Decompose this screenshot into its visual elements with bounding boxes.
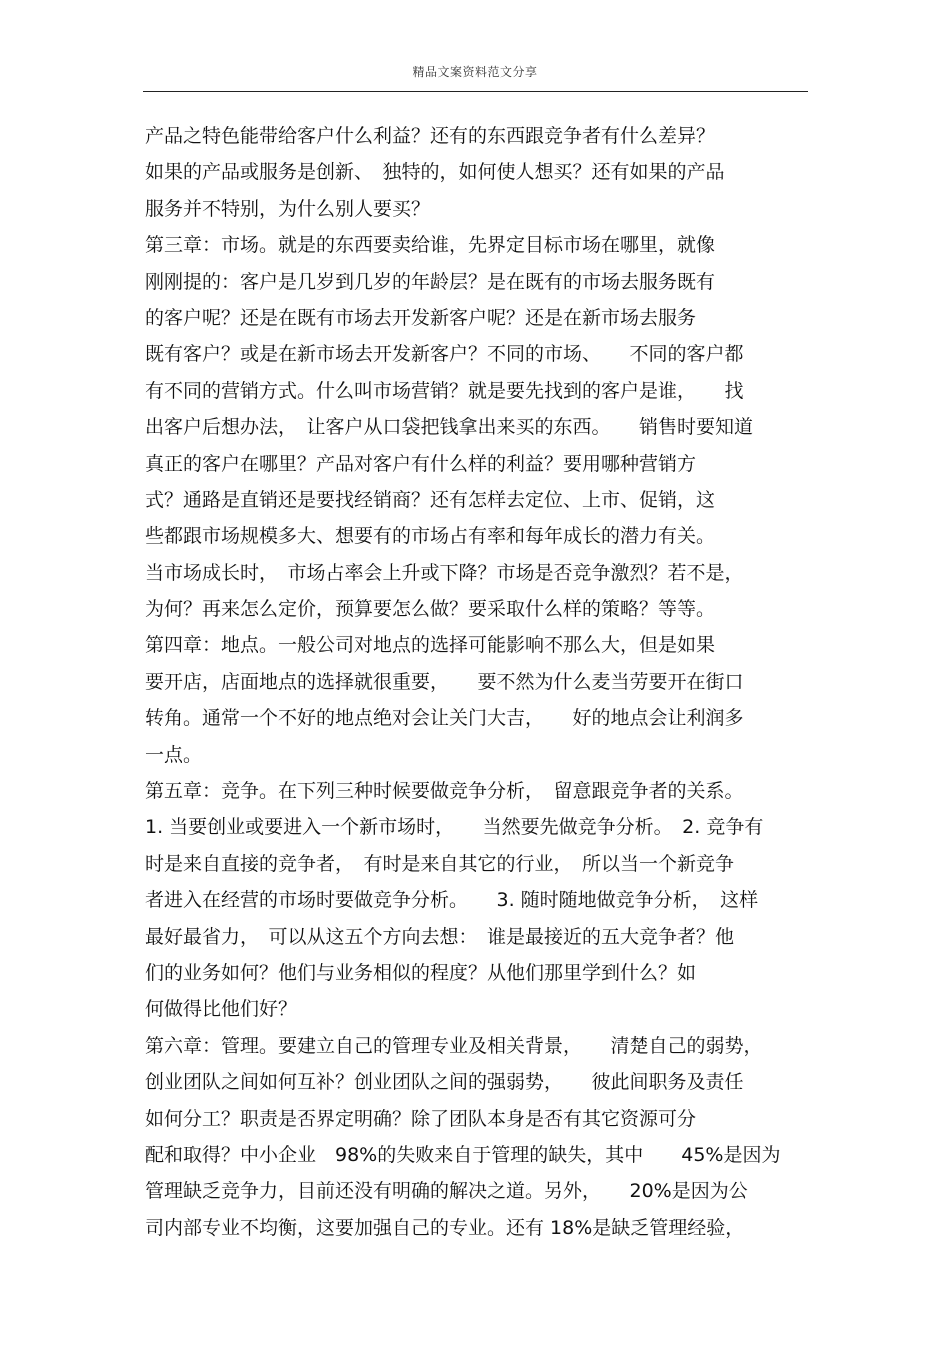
text-line: 1. 当要创业或要进入一个新市场时， 当然要先做竞争分析。 2. 竞争有 (145, 816, 764, 839)
text-line: 当市场成长时， 市场占率会上升或下降？市场是否竞争激烈？若不是， (145, 561, 744, 584)
text-line: 有不同的营销方式。什么叫市场营销？就是要先找到的客户是谁， 找 (145, 379, 744, 402)
text-line: 第六章：管理。要建立自己的管理专业及相关背景， 清楚自己的弱势， (145, 1034, 763, 1057)
text-line: 既有客户？或是在新市场去开发新客户？不同的市场、 不同的客户都 (145, 343, 744, 366)
page-header: 精品文案资料范文分享 (412, 65, 538, 79)
text-line: 时是来自直接的竞争者， 有时是来自其它的行业， 所以当一个新竞争 (145, 852, 735, 875)
text-line: 要开店，店面地点的选择就很重要， 要不然为什么麦当劳要开在街口 (145, 670, 744, 693)
text-line: 的客户呢？还是在既有市场去开发新客户呢？还是在新市场去服务 (145, 306, 697, 329)
text-line: 为何？再来怎么定价，预算要怎么做？要采取什么样的策略？等等。 (145, 598, 716, 621)
text-line: 最好最省力， 可以从这五个方向去想： 谁是最接近的五大竞争者？他 (145, 925, 735, 948)
text-line: 刚刚提的：客户是几岁到几岁的年龄层？是在既有的市场去服务既有 (145, 270, 716, 293)
text-line: 们的业务如何？他们与业务相似的程度？从他们那里学到什么？如 (145, 961, 697, 984)
text-line: 如果的产品或服务是创新、 独特的，如何使人想买？还有如果的产品 (145, 161, 725, 184)
text-line: 出客户后想办法， 让客户从口袋把钱拿出来买的东西。 销售时要知道 (145, 416, 754, 439)
document-body (145, 118, 810, 1246)
text-line: 创业团队之间如何互补？创业团队之间的强弱势， 彼此间职务及责任 (145, 1071, 744, 1094)
text-line: 一点。 (145, 743, 203, 766)
text-line: 配和取得？中小企业 98%的失败来自于管理的缺失，其中 45%是因为 (145, 1143, 781, 1166)
text-line: 式？通路是直销还是要找经销商？还有怎样去定位、上市、促销，这 (145, 488, 716, 511)
text-line: 第五章：竞争。在下列三种时候要做竞争分析， 留意跟竞争者的关系。 (145, 780, 744, 803)
text-line: 第四章：地点。一般公司对地点的选择可能影响不那么大，但是如果 (145, 634, 716, 657)
text-line: 产品之特色能带给客户什么利益？还有的东西跟竞争者有什么差异？ (145, 125, 716, 147)
text-line: 者进入在经营的市场时要做竞争分析。 3. 随时随地做竞争分析， 这样 (145, 889, 759, 912)
text-line: 司内部专业不均衡，这要加强自己的专业。还有 18%是缺乏管理经验， (145, 1216, 745, 1239)
text-line: 转角。通常一个不好的地点绝对会让关门大吉， 好的地点会让利润多 (145, 707, 744, 730)
text-line: 如何分工？职责是否界定明确？除了团队本身是否有其它资源可分 (145, 1107, 697, 1130)
text-line: 何做得比他们好？ (145, 998, 298, 1021)
text-line: 服务并不特别，为什么别人要买？ (145, 197, 431, 220)
text-line: 第三章：市场。就是的东西要卖给谁，先界定目标市场在哪里，就像 (145, 234, 716, 257)
text-line: 些都跟市场规模多大、想要有的市场占有率和每年成长的潜力有关。 (145, 525, 716, 548)
text-line: 真正的客户在哪里？产品对客户有什么样的利益？要用哪种营销方 (145, 452, 697, 475)
text-line: 管理缺乏竞争力，目前还没有明确的解决之道。另外， 20%是因为公 (145, 1180, 748, 1203)
header-divider (143, 91, 808, 92)
